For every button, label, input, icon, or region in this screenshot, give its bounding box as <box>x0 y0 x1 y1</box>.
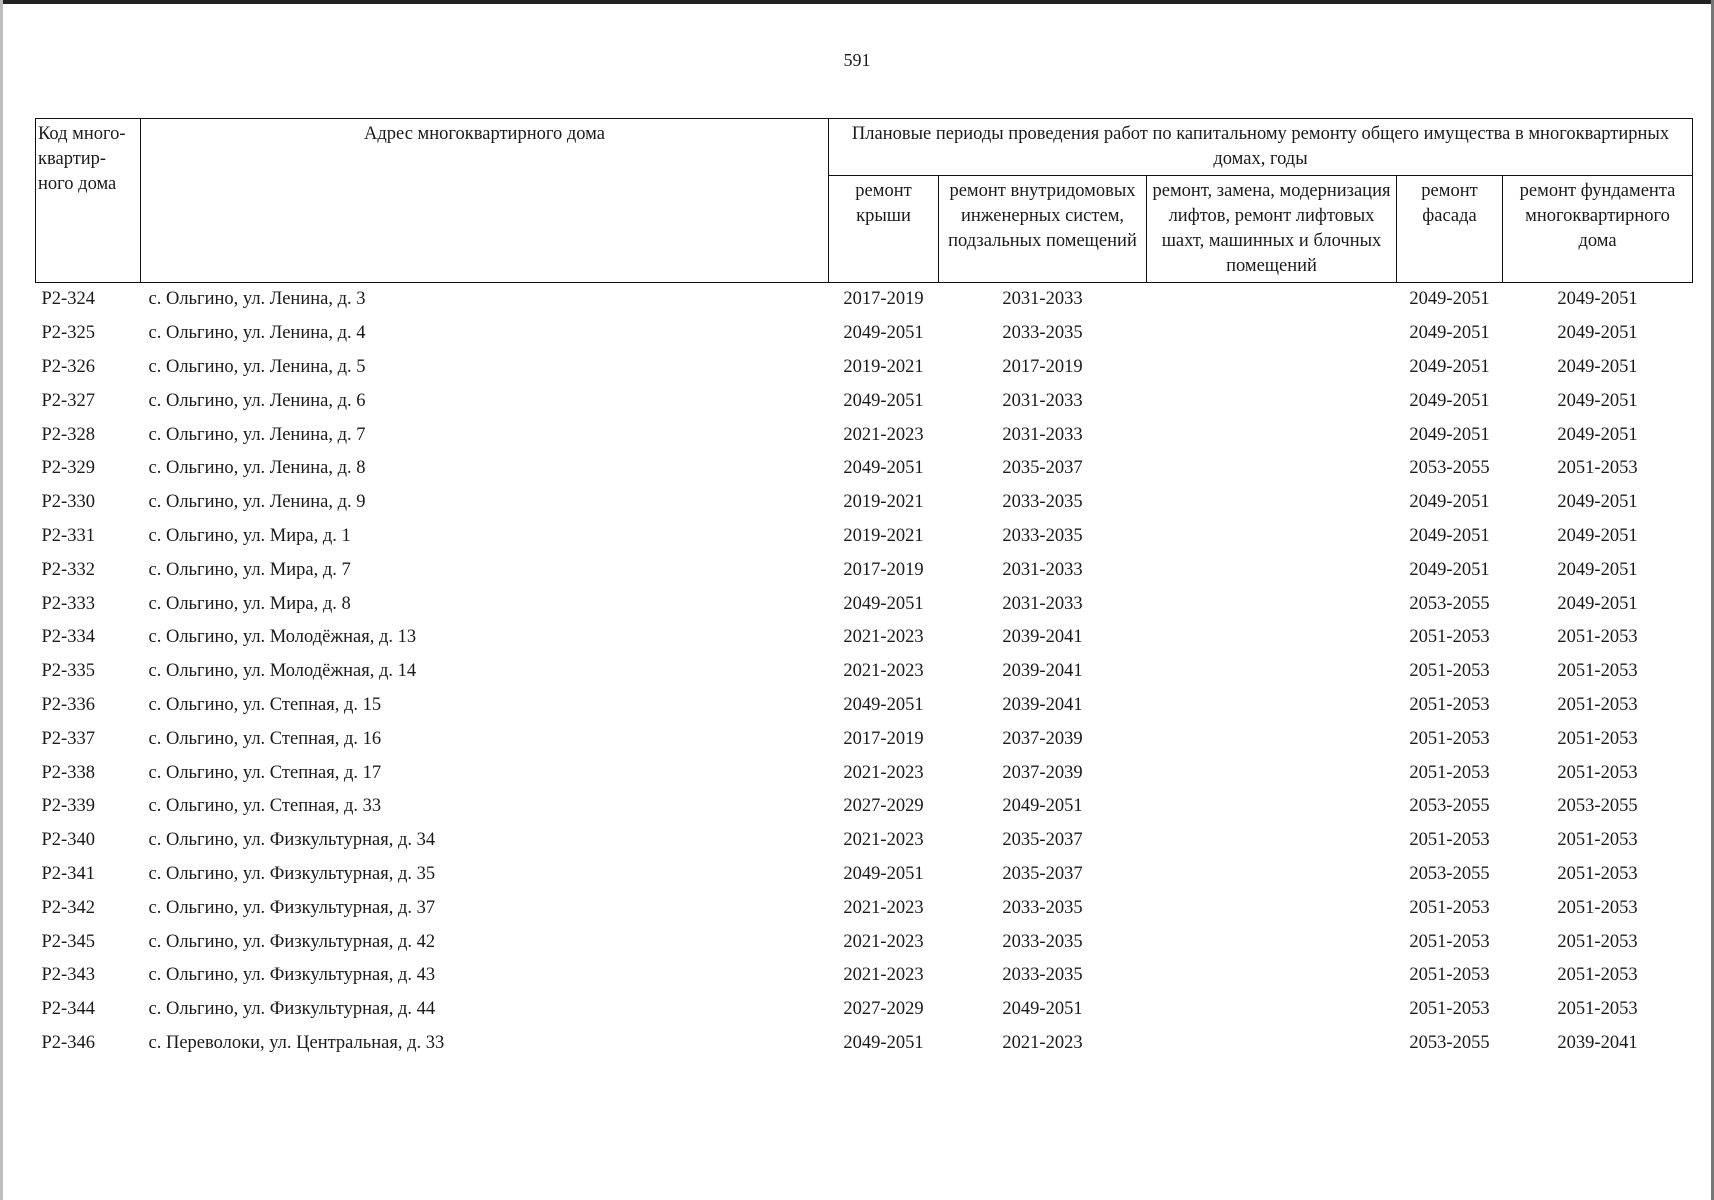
cell-lifts <box>1147 418 1397 452</box>
table-row <box>36 722 1693 756</box>
cell-internal-systems: 2035-2037 <box>1002 830 1083 851</box>
left-scan-edge <box>0 0 3 1200</box>
cell-internal-systems: 2031-2033 <box>1002 559 1083 580</box>
cell-lifts <box>1147 452 1397 486</box>
cell-internal-systems: 2033-2035 <box>1002 965 1083 986</box>
cell-code: Р2-345 <box>41 931 95 952</box>
cell-lifts <box>1147 655 1397 689</box>
cell-code: Р2-337 <box>41 728 95 749</box>
cell-internal-systems: 2031-2033 <box>1002 289 1083 310</box>
cell-foundation: 2049-2051 <box>1557 289 1638 310</box>
cell-address: с. Ольгино, ул. Мира, д. 8 <box>148 593 351 614</box>
cell-foundation: 2051-2053 <box>1557 728 1638 749</box>
cell-lifts <box>1147 317 1397 351</box>
table-row <box>36 520 1693 554</box>
cell-facade: 2049-2051 <box>1409 289 1490 310</box>
cell-code: Р2-324 <box>41 289 95 310</box>
cell-lifts <box>1147 925 1397 959</box>
header-address: Адрес многоквартирного дома <box>141 119 829 283</box>
cell-facade: 2049-2051 <box>1409 323 1490 344</box>
table-row <box>36 993 1693 1027</box>
cell-lifts <box>1147 520 1397 554</box>
cell-address: с. Ольгино, ул. Ленина, д. 7 <box>148 424 366 445</box>
cell-code: Р2-327 <box>41 390 95 411</box>
cell-foundation: 2049-2051 <box>1557 323 1638 344</box>
cell-lifts <box>1147 790 1397 824</box>
cell-facade: 2049-2051 <box>1409 356 1490 377</box>
cell-internal-systems: 2017-2019 <box>1002 356 1083 377</box>
cell-foundation: 2051-2053 <box>1557 762 1638 783</box>
cell-facade: 2051-2053 <box>1409 661 1490 682</box>
cell-internal-systems: 2035-2037 <box>1002 458 1083 479</box>
cell-code: Р2-328 <box>41 424 95 445</box>
cell-roof: 2021-2023 <box>843 424 924 445</box>
cell-address: с. Ольгино, ул. Молодёжная, д. 14 <box>148 661 417 682</box>
cell-address: с. Ольгино, ул. Мира, д. 1 <box>148 525 351 546</box>
cell-foundation: 2051-2053 <box>1557 863 1638 884</box>
cell-facade: 2051-2053 <box>1409 694 1490 715</box>
cell-roof: 2019-2021 <box>843 356 924 377</box>
cell-lifts <box>1147 553 1397 587</box>
cell-lifts <box>1147 1027 1397 1061</box>
cell-address: с. Ольгино, ул. Ленина, д. 4 <box>148 323 366 344</box>
cell-facade: 2051-2053 <box>1409 931 1490 952</box>
cell-code: Р2-325 <box>41 323 95 344</box>
cell-code: Р2-346 <box>41 1032 95 1053</box>
cell-foundation: 2049-2051 <box>1557 559 1638 580</box>
table-row <box>36 587 1693 621</box>
cell-lifts <box>1147 891 1397 925</box>
cell-code: Р2-342 <box>41 897 95 918</box>
cell-internal-systems: 2021-2023 <box>1002 1032 1083 1053</box>
header-code: Код много-квартир-ного дома <box>36 119 141 283</box>
cell-address: с. Ольгино, ул. Степная, д. 33 <box>148 796 382 817</box>
cell-facade: 2049-2051 <box>1409 559 1490 580</box>
cell-address: с. Ольгино, ул. Физкультурная, д. 44 <box>148 999 436 1020</box>
cell-code: Р2-334 <box>41 627 95 648</box>
cell-address: с. Переволоки, ул. Центральная, д. 33 <box>148 1032 445 1053</box>
table-row <box>36 486 1693 520</box>
cell-foundation: 2049-2051 <box>1557 492 1638 513</box>
cell-internal-systems: 2049-2051 <box>1002 796 1083 817</box>
cell-foundation: 2051-2053 <box>1557 458 1638 479</box>
table-row <box>36 351 1693 385</box>
repair-schedule-table <box>35 118 1693 1060</box>
cell-internal-systems: 2033-2035 <box>1002 525 1083 546</box>
cell-internal-systems: 2033-2035 <box>1002 897 1083 918</box>
cell-lifts <box>1147 993 1397 1027</box>
cell-lifts <box>1147 824 1397 858</box>
header-periods: Плановые периоды проведения работ по капитальному ремонту общего имущества в многоквартирных домах, годы <box>829 119 1693 176</box>
cell-facade: 2051-2053 <box>1409 728 1490 749</box>
top-border <box>0 0 1714 4</box>
header-foundation: ремонт фундамента многоквартирного дома <box>1503 176 1693 283</box>
cell-internal-systems: 2039-2041 <box>1002 661 1083 682</box>
cell-code: Р2-336 <box>41 694 95 715</box>
cell-internal-systems: 2039-2041 <box>1002 694 1083 715</box>
cell-facade: 2053-2055 <box>1409 593 1490 614</box>
cell-address: с. Ольгино, ул. Молодёжная, д. 13 <box>148 627 417 648</box>
table-row <box>36 655 1693 689</box>
cell-roof: 2027-2029 <box>843 999 924 1020</box>
cell-roof: 2019-2021 <box>843 492 924 513</box>
cell-roof: 2021-2023 <box>843 661 924 682</box>
cell-roof: 2049-2051 <box>843 593 924 614</box>
cell-facade: 2053-2055 <box>1409 458 1490 479</box>
cell-roof: 2021-2023 <box>843 931 924 952</box>
cell-roof: 2017-2019 <box>843 728 924 749</box>
cell-internal-systems: 2037-2039 <box>1002 728 1083 749</box>
cell-lifts <box>1147 486 1397 520</box>
cell-lifts <box>1147 689 1397 723</box>
cell-lifts <box>1147 351 1397 385</box>
cell-roof: 2021-2023 <box>843 762 924 783</box>
cell-roof: 2021-2023 <box>843 627 924 648</box>
cell-internal-systems: 2031-2033 <box>1002 593 1083 614</box>
table-body <box>36 283 1693 1061</box>
cell-internal-systems: 2031-2033 <box>1002 390 1083 411</box>
table-row <box>36 925 1693 959</box>
table-row <box>36 418 1693 452</box>
cell-roof: 2021-2023 <box>843 897 924 918</box>
cell-address: с. Ольгино, ул. Ленина, д. 5 <box>148 356 366 377</box>
cell-foundation: 2049-2051 <box>1557 390 1638 411</box>
table-row <box>36 959 1693 993</box>
cell-lifts <box>1147 858 1397 892</box>
cell-address: с. Ольгино, ул. Ленина, д. 9 <box>148 492 366 513</box>
cell-code: Р2-333 <box>41 593 95 614</box>
cell-address: с. Ольгино, ул. Физкультурная, д. 34 <box>148 830 436 851</box>
table-row <box>36 621 1693 655</box>
cell-foundation: 2051-2053 <box>1557 897 1638 918</box>
cell-roof: 2049-2051 <box>843 458 924 479</box>
table-row <box>36 283 1693 317</box>
cell-foundation: 2049-2051 <box>1557 424 1638 445</box>
header-lifts: ремонт, замена, модернизация лифтов, ремонт лифтовых шахт, машинных и блочных помещений <box>1147 176 1397 283</box>
cell-foundation: 2051-2053 <box>1557 830 1638 851</box>
cell-roof: 2021-2023 <box>843 830 924 851</box>
cell-facade: 2051-2053 <box>1409 999 1490 1020</box>
cell-code: Р2-332 <box>41 559 95 580</box>
cell-address: с. Ольгино, ул. Ленина, д. 3 <box>148 289 366 310</box>
cell-code: Р2-338 <box>41 762 95 783</box>
cell-code: Р2-344 <box>41 999 95 1020</box>
cell-lifts <box>1147 722 1397 756</box>
cell-internal-systems: 2039-2041 <box>1002 627 1083 648</box>
table-row <box>36 689 1693 723</box>
cell-facade: 2053-2055 <box>1409 796 1490 817</box>
cell-foundation: 2049-2051 <box>1557 525 1638 546</box>
cell-roof: 2049-2051 <box>843 390 924 411</box>
cell-address: с. Ольгино, ул. Мира, д. 7 <box>148 559 351 580</box>
cell-lifts <box>1147 621 1397 655</box>
cell-facade: 2053-2055 <box>1409 1032 1490 1053</box>
header-facade: ремонт фасада <box>1397 176 1503 283</box>
cell-facade: 2053-2055 <box>1409 863 1490 884</box>
cell-address: с. Ольгино, ул. Физкультурная, д. 43 <box>148 965 436 986</box>
cell-roof: 2027-2029 <box>843 796 924 817</box>
cell-code: Р2-330 <box>41 492 95 513</box>
table-row <box>36 317 1693 351</box>
table-row <box>36 452 1693 486</box>
cell-address: с. Ольгино, ул. Физкультурная, д. 37 <box>148 897 436 918</box>
cell-foundation: 2051-2053 <box>1557 931 1638 952</box>
cell-facade: 2051-2053 <box>1409 627 1490 648</box>
cell-internal-systems: 2037-2039 <box>1002 762 1083 783</box>
cell-foundation: 2051-2053 <box>1557 694 1638 715</box>
cell-lifts <box>1147 587 1397 621</box>
cell-roof: 2049-2051 <box>843 863 924 884</box>
cell-code: Р2-343 <box>41 965 95 986</box>
table-row <box>36 858 1693 892</box>
cell-address: с. Ольгино, ул. Степная, д. 16 <box>148 728 382 749</box>
cell-address: с. Ольгино, ул. Степная, д. 17 <box>148 762 382 783</box>
table-row <box>36 891 1693 925</box>
table-header <box>36 119 1693 283</box>
cell-facade: 2049-2051 <box>1409 525 1490 546</box>
cell-facade: 2049-2051 <box>1409 390 1490 411</box>
cell-code: Р2-335 <box>41 661 95 682</box>
cell-foundation: 2039-2041 <box>1557 1032 1638 1053</box>
table-row <box>36 553 1693 587</box>
cell-roof: 2049-2051 <box>843 1032 924 1053</box>
cell-roof: 2019-2021 <box>843 525 924 546</box>
cell-foundation: 2049-2051 <box>1557 356 1638 377</box>
cell-address: с. Ольгино, ул. Ленина, д. 8 <box>148 458 366 479</box>
cell-code: Р2-331 <box>41 525 95 546</box>
header-internal-systems: ремонт внутридомовых инженерных систем, подзальных помещений <box>939 176 1147 283</box>
cell-facade: 2051-2053 <box>1409 965 1490 986</box>
cell-internal-systems: 2033-2035 <box>1002 323 1083 344</box>
cell-lifts <box>1147 756 1397 790</box>
cell-foundation: 2051-2053 <box>1557 661 1638 682</box>
cell-address: с. Ольгино, ул. Ленина, д. 6 <box>148 390 366 411</box>
cell-foundation: 2051-2053 <box>1557 965 1638 986</box>
cell-roof: 2021-2023 <box>843 965 924 986</box>
cell-lifts <box>1147 283 1397 317</box>
cell-facade: 2049-2051 <box>1409 424 1490 445</box>
cell-roof: 2049-2051 <box>843 694 924 715</box>
cell-foundation: 2049-2051 <box>1557 593 1638 614</box>
cell-code: Р2-326 <box>41 356 95 377</box>
cell-address: с. Ольгино, ул. Степная, д. 15 <box>148 694 382 715</box>
cell-internal-systems: 2035-2037 <box>1002 863 1083 884</box>
cell-facade: 2051-2053 <box>1409 830 1490 851</box>
table-row <box>36 756 1693 790</box>
cell-code: Р2-329 <box>41 458 95 479</box>
cell-address: с. Ольгино, ул. Физкультурная, д. 35 <box>148 863 436 884</box>
cell-internal-systems: 2033-2035 <box>1002 931 1083 952</box>
cell-facade: 2051-2053 <box>1409 897 1490 918</box>
header-roof: ремонт крыши <box>829 176 939 283</box>
cell-code: Р2-339 <box>41 796 95 817</box>
cell-foundation: 2051-2053 <box>1557 627 1638 648</box>
cell-internal-systems: 2049-2051 <box>1002 999 1083 1020</box>
cell-internal-systems: 2033-2035 <box>1002 492 1083 513</box>
page-number: 591 <box>843 50 871 70</box>
cell-facade: 2051-2053 <box>1409 762 1490 783</box>
cell-code: Р2-340 <box>41 830 95 851</box>
table-row <box>36 1027 1693 1061</box>
cell-facade: 2049-2051 <box>1409 492 1490 513</box>
cell-roof: 2017-2019 <box>843 289 924 310</box>
cell-lifts <box>1147 384 1397 418</box>
cell-code: Р2-341 <box>41 863 95 884</box>
table-row <box>36 384 1693 418</box>
cell-internal-systems: 2031-2033 <box>1002 424 1083 445</box>
table-row <box>36 790 1693 824</box>
cell-roof: 2049-2051 <box>843 323 924 344</box>
cell-foundation: 2051-2053 <box>1557 999 1638 1020</box>
cell-roof: 2017-2019 <box>843 559 924 580</box>
table-row <box>36 824 1693 858</box>
cell-address: с. Ольгино, ул. Физкультурная, д. 42 <box>148 931 436 952</box>
cell-foundation: 2053-2055 <box>1557 796 1638 817</box>
cell-lifts <box>1147 959 1397 993</box>
